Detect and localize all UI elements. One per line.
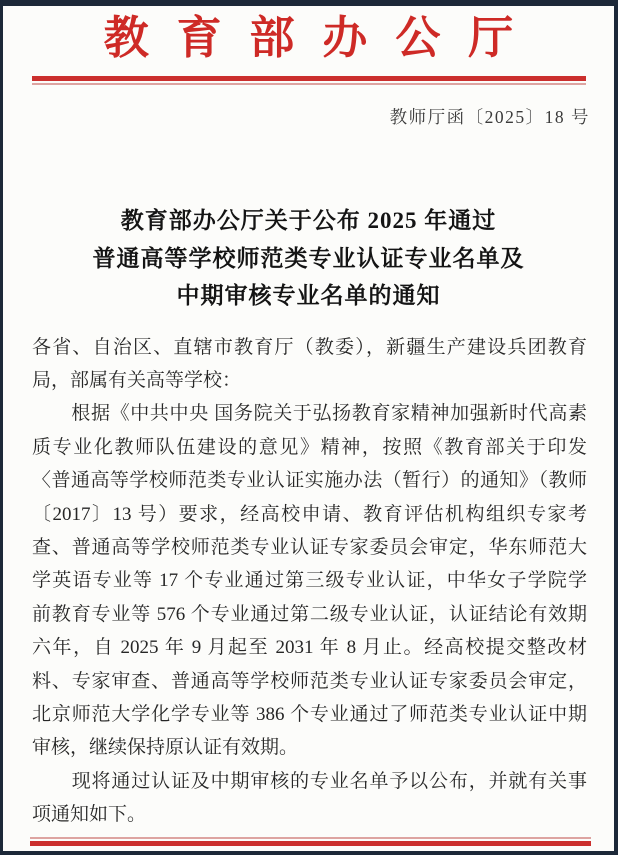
body-line: 〔2017〕13 号）要求，经高校申请、教育评估机构组织专家考: [32, 503, 587, 525]
notice-title: [3, 202, 614, 315]
footer-divider: [30, 837, 591, 846]
body-line: 质专业化教师队伍建设的意见》精神，按照《教育部关于印发: [32, 436, 587, 458]
body-line: 料、专家审查、普通高等学校师范类专业认证专家委员会审定，: [32, 670, 587, 692]
header-divider: [32, 76, 586, 85]
body-line: 现将通过认证及中期审核的专业名单予以公布，并就有关事: [32, 770, 587, 792]
body-line: 北京师范大学化学专业等 386 个专业通过了师范类专业认证中期: [32, 703, 587, 725]
body-line: 六年，自 2025 年 9 月起至 2031 年 8 月止。经高校提交整改材: [32, 637, 587, 659]
document-page: [3, 6, 614, 851]
agency-letterhead: 教育部办公厅: [103, 13, 542, 63]
body-line: 学英语专业等 17 个专业通过第三级专业认证，中华女子学院学: [32, 570, 587, 592]
body-line: 局，部属有关高等学校：: [32, 369, 242, 391]
notice-title-line-1: 教育部办公厅关于公布 2025 年通过: [120, 208, 497, 233]
body-line: 项通知如下。: [32, 804, 147, 826]
body-line: 查、普通高等学校师范类专业认证专家委员会审定，华东师范大: [32, 536, 587, 558]
body-line: 根据《中共中央 国务院关于弘扬教育家精神加强新时代高素: [32, 403, 587, 425]
notice-title-line-2: 普通高等学校师范类专业认证专业名单及: [92, 245, 525, 271]
header-divider-thin-line: [32, 83, 586, 85]
doc-number: 教师厅函〔2025〕18 号: [389, 107, 590, 127]
body-line: 审核，继续保持原认证有效期。: [32, 737, 299, 759]
document-body: [32, 331, 587, 832]
notice-title-line-3: 中期审核专业名单的通知: [176, 283, 441, 308]
body-line: 各省、自治区、直辖市教育厅（教委），新疆生产建设兵团教育: [32, 336, 587, 358]
body-line: 前教育专业等 576 个专业通过第二级专业认证，认证结论有效期: [32, 603, 587, 625]
body-line: 〈普通高等学校师范类专业认证实施办法（暂行）的通知》（教师: [32, 470, 587, 492]
footer-divider-thick-line: [30, 841, 591, 846]
